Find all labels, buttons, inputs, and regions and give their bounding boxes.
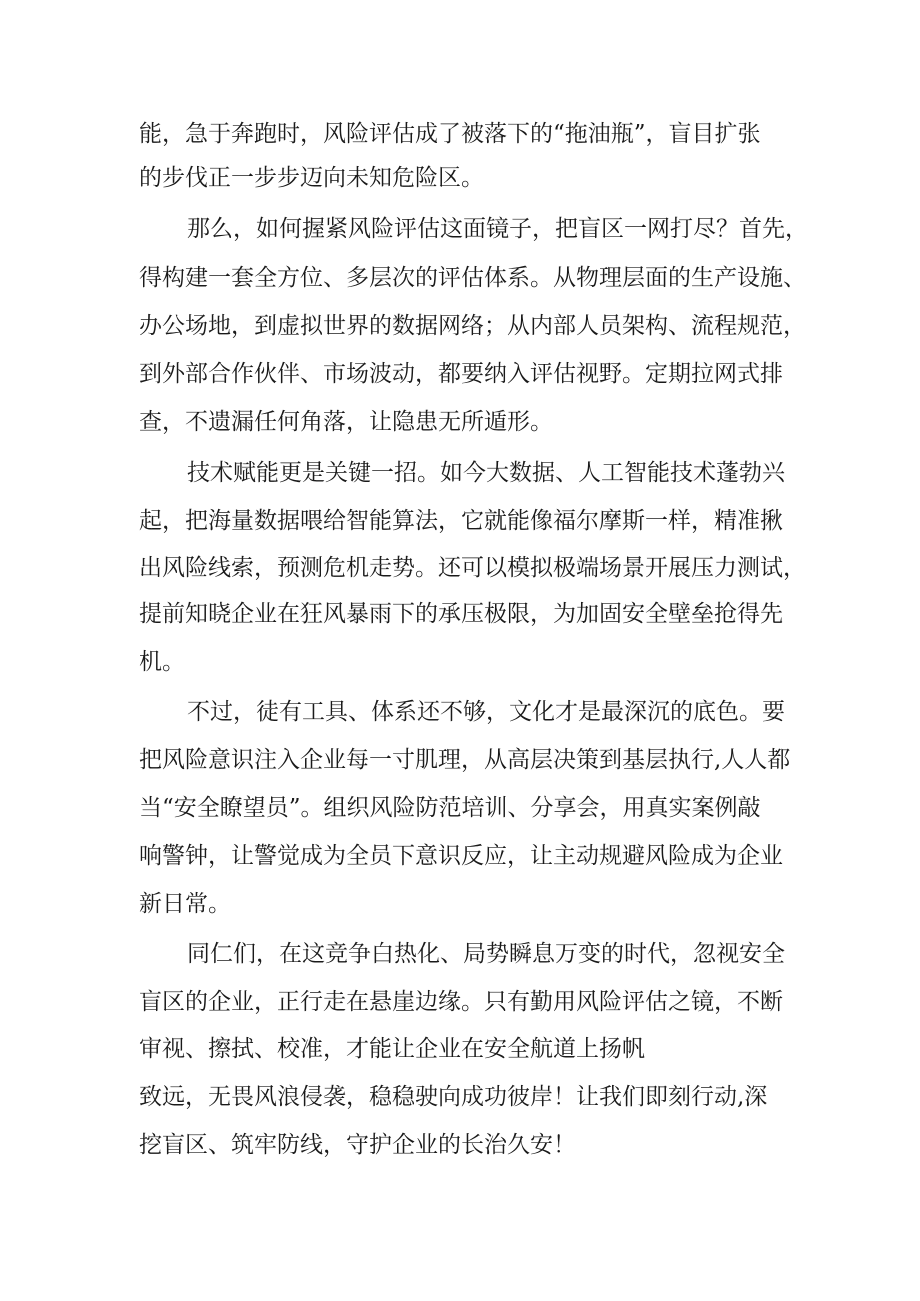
text-line: 当“安全瞭望员”。组织风险防范培训、分享会，用真实案例敲 [139, 795, 761, 821]
text-line: 新日常。 [139, 891, 231, 917]
text-line: 审视、擦拭、校准，才能让企业在安全航道上扬帆 [139, 1036, 645, 1062]
text-line: 到外部合作伙伴、市场波动，都要纳入评估视野。定期拉网式排 [139, 361, 783, 387]
text-line: 起，把海量数据喂给智能算法，它就能像福尔摩斯一样，精准揪 [139, 508, 783, 534]
text-line: 能，急于奔跑时，风险评估成了被落下的“拖油瓶”，盲目扩张 [139, 121, 761, 147]
text-line: 机。 [139, 649, 185, 675]
text-line: 提前知晓企业在狂风暴雨下的承压极限，为加固安全壁垒抢得先 [139, 601, 783, 627]
text-line: 出风险线索，预测危机走势。还可以模拟极端场景开展压力测试， [139, 555, 806, 581]
text-line: 响警钟，让警觉成为全员下意识反应，让主动规避风险成为企业 [139, 843, 783, 869]
text-line: 盲区的企业，正行走在悬崖边缘。只有勤用风险评估之镜，不断 [139, 989, 783, 1015]
paragraph-start-line: 那么，如何握紧风险评估这面镜子，把盲区一网打尽？首先， [187, 216, 808, 242]
text-line: 把风险意识注入企业每一寸肌理，从高层决策到基层执行,人人都 [139, 747, 791, 773]
paragraph-start-line: 同仁们，在这竞争白热化、局势瞬息万变的时代，忽视安全 [187, 941, 785, 967]
paragraph-start-line: 技术赋能更是关键一招。如今大数据、人工智能技术蓬勃兴 [187, 460, 785, 486]
paragraph-start-line: 不过，徒有工具、体系还不够，文化才是最深沉的底色。要 [187, 699, 785, 725]
text-line: 的步伐正一步步迈向未知危险区。 [139, 165, 484, 191]
text-line: 办公场地，到虚拟世界的数据网络；从内部人员架构、流程规范， [139, 313, 806, 339]
text-line: 挖盲区、筑牢防线，守护企业的长治久安！ [139, 1132, 576, 1158]
text-line: 致远，无畏风浪侵袭，稳稳驶向成功彼岸！让我们即刻行动,深 [139, 1084, 768, 1110]
text-line: 得构建一套全方位、多层次的评估体系。从物理层面的生产设施、 [139, 265, 806, 291]
text-line: 查，不遗漏任何角落，让隐患无所遁形。 [139, 409, 553, 435]
